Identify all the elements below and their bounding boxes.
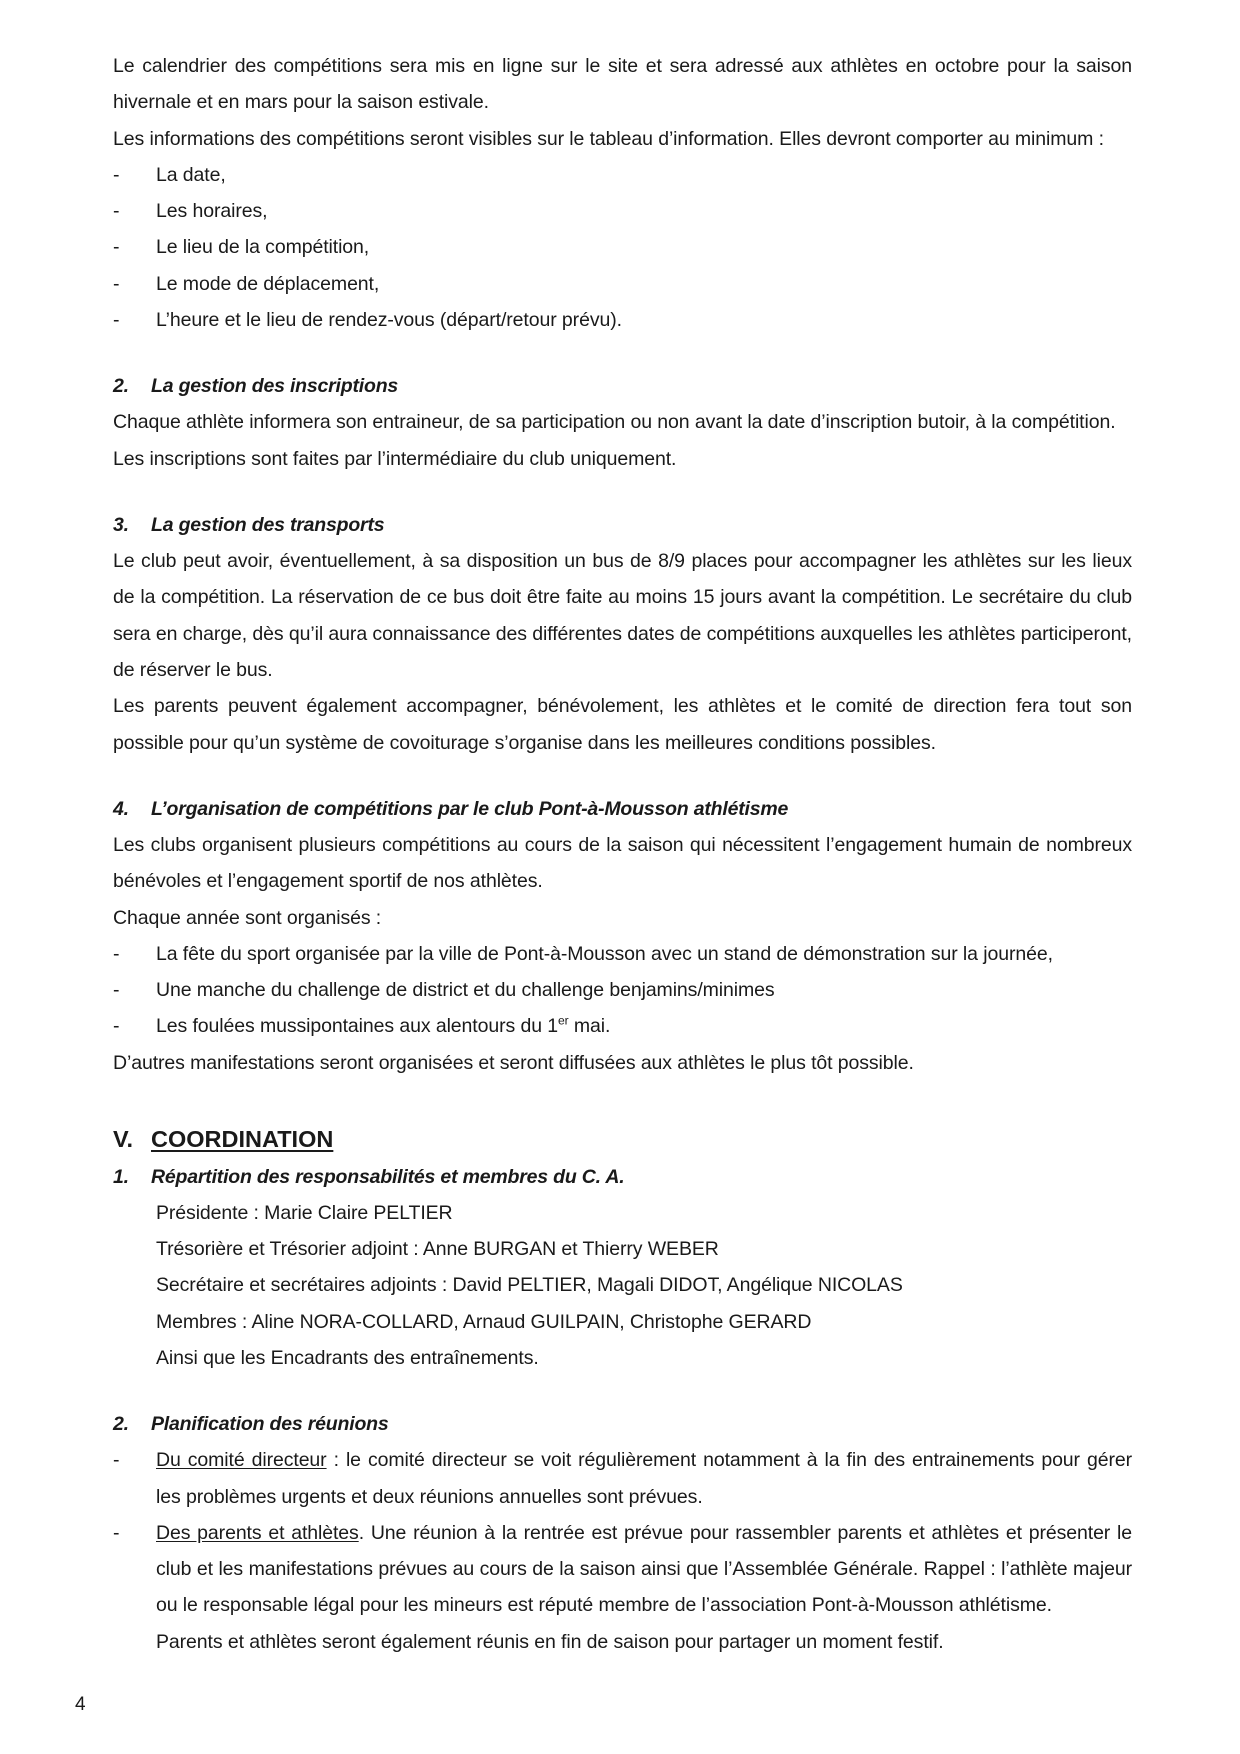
- spacer: [113, 338, 1132, 368]
- section-v-title: COORDINATION: [151, 1125, 334, 1152]
- section-2-title: La gestion des inscriptions: [151, 375, 399, 398]
- list-item-label: Une manche du challenge de district et du challenge benjamins/minimes: [156, 979, 775, 1002]
- list-item-label: Le lieu de la compétition,: [156, 236, 370, 259]
- section-4-paragraph-lead: Chaque année sont organisés :: [113, 906, 382, 929]
- dash-bullet-icon: -: [113, 200, 120, 223]
- list-item-label: Les foulées mussipontaines aux alentours du 1: [156, 1015, 559, 1038]
- coordination-2-closing: [113, 1624, 1132, 1660]
- intro-bullet-list: [113, 157, 1132, 338]
- coordination-1-member-list: [113, 1195, 1132, 1376]
- member-line: Secrétaire et secrétaires adjoints : David PELTIER, Magali DIDOT, Angélique NICOLAS: [156, 1274, 903, 1297]
- coordination-1-heading: [113, 1159, 1132, 1195]
- spacer: [113, 477, 1132, 507]
- dash-bullet-icon: -: [113, 1521, 120, 1544]
- section-4-title: L’organisation de compétitions par le club Pont-à-Mousson athlétisme: [151, 797, 789, 820]
- dash-bullet-icon: -: [113, 272, 120, 295]
- ordinal-superscript: er: [558, 1013, 569, 1028]
- dash-bullet-icon: -: [113, 979, 120, 1002]
- coordination-1-number: 1.: [113, 1165, 129, 1188]
- section-v-number: V.: [113, 1125, 134, 1152]
- coordination-2-number: 2.: [113, 1413, 129, 1436]
- section-3-paragraph-2: Les parents peuvent également accompagner, bénévolement, les athlètes et le comité de direction fera tout son possible pour qu’un système de covoiturage s’organise dans les meilleures conditions possibles.: [113, 695, 1132, 754]
- member-line: Membres : Aline NORA-COLLARD, Arnaud GUILPAIN, Christophe GERARD: [156, 1310, 812, 1333]
- coordination-2-bullet-list: [113, 1442, 1132, 1623]
- list-item: [113, 266, 1132, 302]
- list-item: [113, 1515, 1132, 1624]
- list-item-label: Le mode de déplacement,: [156, 272, 380, 295]
- bullet-underlined-term: Du comité directeur: [156, 1449, 327, 1472]
- list-item: [113, 936, 1132, 972]
- section-2-number: 2.: [113, 375, 129, 398]
- list-item: [113, 229, 1132, 265]
- list-item: [113, 1442, 1132, 1515]
- coordination-2-heading: [113, 1406, 1132, 1442]
- section-4-heading: [113, 791, 1132, 827]
- bullet-rest-text: . Une réunion à la rentrée est prévue pour rassembler parents et athlètes et présenter le club et les manifestations prévues au cours de la saison ainsi que l’Assemblée Générale. Rappel : l’athlète majeur ou le responsable légal pour les mineurs est réputé membre de l’association Pont-à-Mousson athlétisme.: [156, 1521, 1132, 1617]
- spacer: [113, 1376, 1132, 1406]
- page-number: 4: [75, 1694, 86, 1715]
- member-line: Ainsi que les Encadrants des entraînements.: [156, 1346, 539, 1369]
- list-item-label: La date,: [156, 163, 226, 186]
- section-4-number: 4.: [113, 797, 129, 820]
- list-item: [113, 972, 1132, 1008]
- section-4-paragraph-intro: Les clubs organisent plusieurs compétitions au cours de la saison qui nécessitent l’engagement humain de nombreux bénévoles et l’engagement sportif de nos athlètes.: [113, 834, 1132, 893]
- list-item-label: La fête du sport organisée par la ville de Pont-à-Mousson avec un stand de démonstration sur la journée,: [156, 942, 1053, 965]
- spacer: [113, 1081, 1132, 1121]
- dash-bullet-icon: -: [113, 942, 120, 965]
- coordination-1-title: Répartition des responsabilités et membres du C. A.: [151, 1165, 625, 1188]
- dash-bullet-icon: -: [113, 236, 120, 259]
- closing-line: Parents et athlètes seront également réunis en fin de saison pour partager un moment festif.: [156, 1630, 944, 1653]
- dash-bullet-icon: -: [113, 163, 120, 186]
- list-item-label-suffix: mai.: [568, 1015, 611, 1038]
- document-body: [113, 48, 1132, 1660]
- section-3-title: La gestion des transports: [151, 513, 385, 536]
- bullet-underlined-term: Des parents et athlètes: [156, 1521, 359, 1544]
- bullet-rest-text: : le comité directeur se voit régulièrement notamment à la fin des entrainements pour gérer les problèmes urgents et deux réunions annuelles sont prévues.: [156, 1449, 1132, 1508]
- section-4-bullet-list: [113, 936, 1132, 1045]
- list-item: [113, 157, 1132, 193]
- section-2-paragraph-2: Les inscriptions sont faites par l’intermédiaire du club uniquement.: [113, 447, 677, 470]
- intro-paragraph-1: Le calendrier des compétitions sera mis en ligne sur le site et sera adressé aux athlètes en octobre pour la saison hivernale et en mars pour la saison estivale.: [113, 55, 1132, 114]
- section-2-paragraph-1: Chaque athlète informera son entraineur, de sa participation ou non avant la date d’inscription butoir, à la compétition.: [113, 411, 1116, 434]
- intro-paragraph-2: Les informations des compétitions seront visibles sur le tableau d’information. Elles devront comporter au minimum :: [113, 127, 1104, 150]
- list-item: [113, 1008, 1132, 1044]
- coordination-2-title: Planification des réunions: [151, 1413, 389, 1436]
- dash-bullet-icon: -: [113, 1449, 120, 1472]
- list-item: [113, 193, 1132, 229]
- section-4-paragraph-outro: D’autres manifestations seront organisées et seront diffusées aux athlètes le plus tôt possible.: [113, 1051, 914, 1074]
- member-line: Trésorière et Trésorier adjoint : Anne BURGAN et Thierry WEBER: [156, 1238, 719, 1261]
- section-3-paragraph-1: Le club peut avoir, éventuellement, à sa disposition un bus de 8/9 places pour accompagner les athlètes sur les lieux de la compétition. La réservation de ce bus doit être faite au moins 15 jours avant la compétition. Le secrétaire du club sera en charge, dès qu’il aura connaissance des différentes dates de compétitions auxquelles les athlètes participeront, de réserver le bus.: [113, 550, 1132, 681]
- list-item: [113, 302, 1132, 338]
- section-2-heading: [113, 368, 1132, 404]
- list-item-label: L’heure et le lieu de rendez-vous (départ/retour prévu).: [156, 308, 622, 331]
- spacer: [113, 761, 1132, 791]
- section-3-number: 3.: [113, 513, 129, 536]
- dash-bullet-icon: -: [113, 1015, 120, 1038]
- list-item-label: Les horaires,: [156, 200, 268, 223]
- dash-bullet-icon: -: [113, 308, 120, 331]
- section-v-heading: [113, 1121, 1132, 1159]
- member-line: Présidente : Marie Claire PELTIER: [156, 1201, 453, 1224]
- section-3-heading: [113, 507, 1132, 543]
